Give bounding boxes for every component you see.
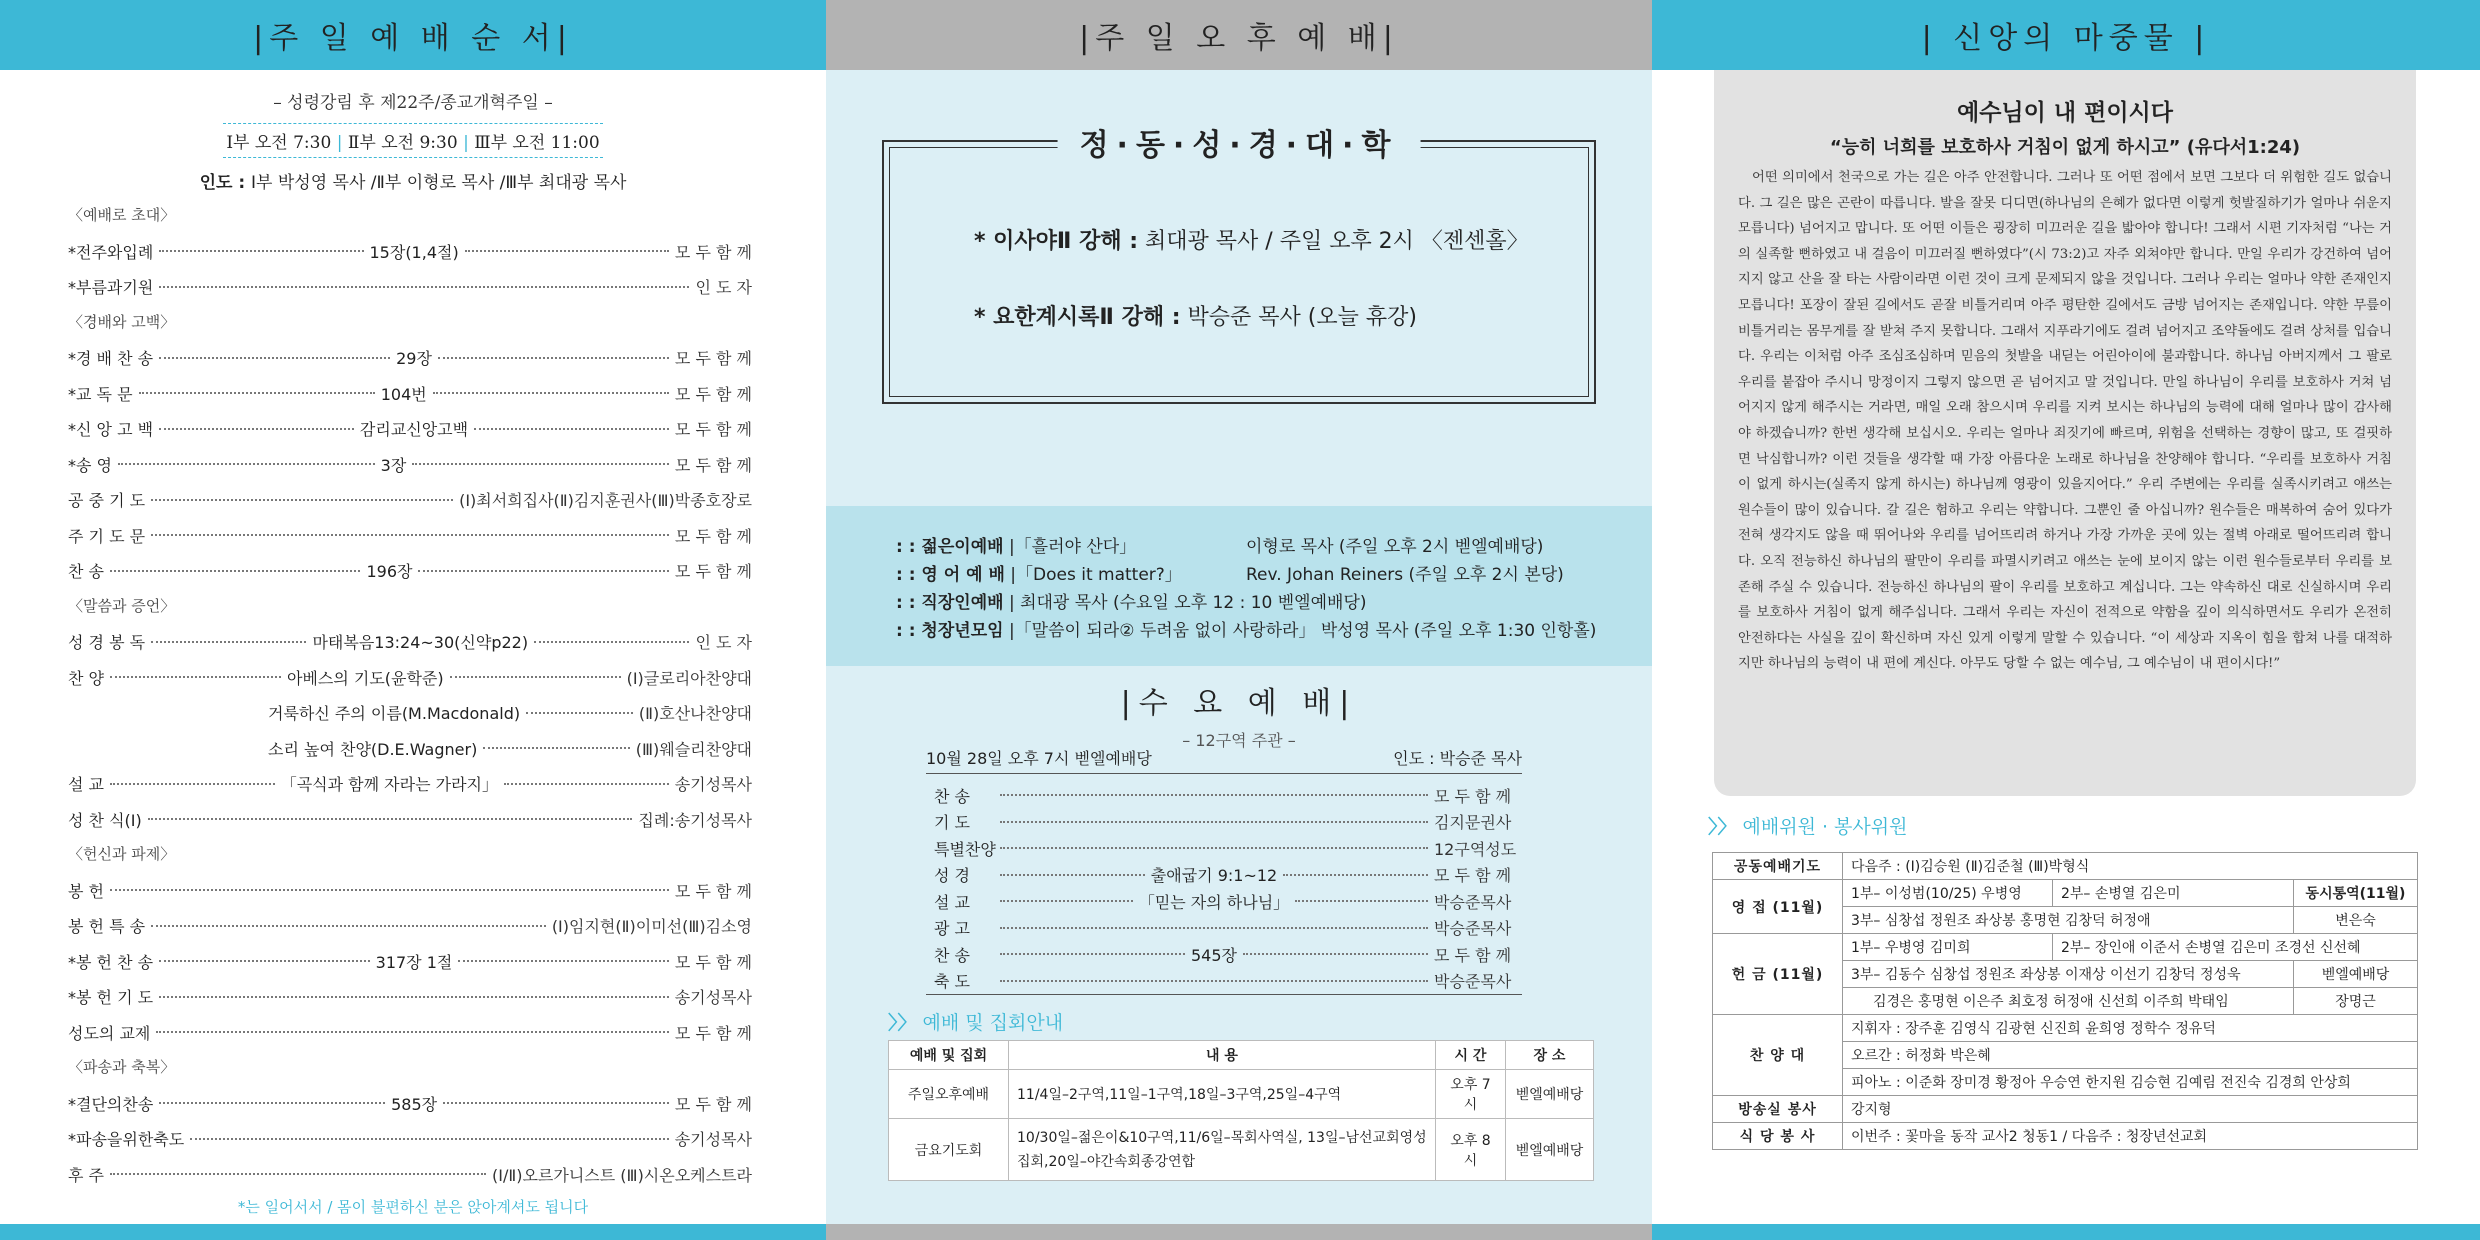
- table-row: 공동예배기도 다음주 : (Ⅰ)김승원 (Ⅱ)김준철 (Ⅲ)박형식: [1713, 853, 2418, 880]
- order-item: [68, 731, 752, 767]
- service-workers: : : 직장인예배 | 최대광 목사 (수요일 오후 12 : 10 벧엘예배당): [896, 593, 1367, 613]
- order-item-content: 3장: [380, 455, 407, 475]
- order-item-person: 모 두 함 께: [674, 1094, 752, 1114]
- service-time-1: Ⅰ부 오전 7:30: [226, 133, 332, 153]
- order-item-label: 봉 헌: [68, 881, 104, 901]
- order-item-person: 모 두 함 께: [674, 526, 752, 546]
- panel-header: |주 일 예 배 순 서|: [0, 0, 826, 70]
- order-item-label: 성 경: [934, 866, 970, 886]
- order-item-label: *교 독 문: [68, 384, 133, 404]
- order-item-content: 545장: [1191, 945, 1237, 965]
- table-row: 식 당 봉 사 이번주 : 꽃마을 동작 교사2 청동1 / 다음주 : 청장년선교회: [1713, 1123, 2418, 1150]
- order-item-label: *신 앙 고 백: [68, 420, 154, 440]
- wednesday-order-list: [934, 782, 1524, 994]
- service-adults: : : 청장년모임 |「말씀이 되라② 두려움 없이 사랑하라」 박성영 목사 (주일 오후 1:30 인항홀): [896, 621, 1597, 641]
- wednesday-date: 10월 28일 오후 7시 벧엘예배당: [926, 749, 1152, 768]
- order-item: [68, 802, 752, 838]
- meditation-panel: [1652, 0, 2480, 1240]
- order-item-person: 송기성목사: [674, 988, 752, 1008]
- footer-bar: [826, 1224, 1652, 1240]
- order-item-label: 찬 송: [934, 786, 970, 806]
- order-item-person: 모 두 함 께: [674, 384, 753, 404]
- order-item: [934, 862, 1524, 889]
- order-item-content: 585장: [391, 1094, 438, 1114]
- order-item-person: (Ⅰ)최서희집사(Ⅱ)김지훈권사(Ⅲ)박종호장로: [459, 491, 752, 511]
- wednesday-title: |수 요 예 배|: [1120, 686, 1358, 721]
- panel-header: | 신앙의 마중물 |: [1652, 0, 2480, 70]
- order-item: [68, 518, 752, 554]
- order-item: [68, 482, 752, 518]
- order-item-person: (Ⅰ)임지현(Ⅱ)이미선(Ⅲ)김소영: [551, 917, 752, 937]
- order-item: [68, 376, 752, 412]
- order-item-content: 196장: [366, 562, 413, 582]
- service-times: Ⅰ부 오전 7:30 | Ⅱ부 오전 9:30 | Ⅲ부 오전 11:00: [223, 123, 603, 158]
- bible-college-frame: [882, 128, 1596, 404]
- order-item: [68, 411, 752, 447]
- worship-order-list: [68, 198, 752, 1192]
- order-item: [934, 941, 1524, 968]
- order-item-label: 성 경 봉 독: [68, 633, 146, 653]
- order-item-content: 소리 높여 찬양(D.E.Wagner): [268, 739, 478, 759]
- order-item: [68, 660, 752, 696]
- section-label: 〈말씀과 증언〉: [68, 596, 176, 615]
- lecture-1: * 이사야Ⅱ 강해 : 최대광 목사 / 주일 오후 2시 〈젠센홀〉: [974, 229, 1529, 254]
- order-item-label: 특별찬양: [934, 839, 996, 859]
- order-item-label: 설 교: [934, 892, 970, 912]
- col-header: 시 간: [1436, 1041, 1506, 1070]
- meditation-verse: “능히 너희를 보호하사 거침이 없게 하시고” (유다서1:24): [1829, 137, 2301, 158]
- col-header: 장 소: [1506, 1041, 1594, 1070]
- wednesday-subtitle: – 12구역 주관 –: [1182, 731, 1296, 750]
- order-item-person: 모 두 함 께: [674, 455, 753, 475]
- lecture-2: * 요한계시록Ⅱ 강해 : 박승준 목사 (오늘 휴강): [974, 305, 1417, 330]
- table-row: 헌 금 (11월) 1부– 우병영 김미희 2부– 장인애 이준서 손병열 김은미 조경선 신선혜: [1713, 934, 2418, 961]
- section-label: 〈경배와 고백〉: [68, 312, 176, 331]
- order-item-label: 성도의 교제: [68, 1023, 151, 1043]
- order-item-label: 찬 송: [934, 945, 970, 965]
- order-item-label: *봉 헌 찬 송: [68, 952, 154, 972]
- order-item-label: 설 교: [68, 775, 104, 795]
- order-item-label: 성 찬 식(Ⅰ): [68, 810, 142, 830]
- order-item-label: 찬 양: [68, 668, 104, 688]
- order-item: [68, 908, 752, 944]
- order-item-person: (Ⅱ)호산나찬양대: [638, 704, 752, 724]
- footnote: *는 일어서서 / 몸이 불편하신 분은 앉아계셔도 됩니다: [237, 1198, 589, 1216]
- order-item-label: 후 주: [68, 1165, 104, 1185]
- order-item-label: *경 배 찬 송: [68, 349, 154, 369]
- staff-heading: 〉〉 예배위원 · 봉사위원: [1708, 816, 1908, 838]
- order-item-person: 집례:송기성목사: [638, 810, 752, 830]
- order-item-person: 송기성목사: [674, 775, 752, 795]
- order-item: [934, 782, 1524, 809]
- order-item-content: 출애굽기 9:1~12: [1150, 866, 1278, 886]
- order-item-content: 거룩하신 주의 이름(M.Macdonald): [268, 704, 521, 724]
- order-item-content: 아베스의 기도(윤학준): [286, 668, 444, 688]
- order-item: [68, 269, 752, 305]
- order-item-person: 모 두 함 께: [674, 1023, 752, 1043]
- footer-bar: [1652, 1224, 2480, 1240]
- order-item: [68, 447, 752, 483]
- order-item-label: 봉 헌 특 송: [68, 917, 146, 937]
- order-item-person: 모 두 함 께: [1434, 866, 1512, 886]
- section-label: 〈헌신과 파제〉: [68, 845, 176, 863]
- order-item-content: 감리교신앙고백: [359, 420, 469, 440]
- table-row: 영 접 (11월) 1부– 이성범(10/25) 우병영 2부– 손병열 김은미 동시통역(11월): [1713, 880, 2418, 907]
- panel-header: |주 일 오 후 예 배|: [826, 0, 1652, 70]
- order-item-label: *파송을위한축도: [68, 1130, 185, 1150]
- table-row: 방송실 봉사 강지형: [1713, 1096, 2418, 1123]
- wednesday-leader: 인도 : 박승준 목사: [1393, 749, 1522, 768]
- afternoon-worship-panel: [826, 0, 1652, 1240]
- order-item-person: 12구역성도: [1434, 839, 1517, 859]
- order-item: [934, 915, 1524, 942]
- order-item-person: (Ⅲ)웨슬리찬양대: [635, 739, 752, 759]
- order-item-content: 29장: [396, 349, 432, 369]
- footer-bar: [0, 1224, 826, 1240]
- order-item-content: 104번: [380, 384, 427, 404]
- order-item-person: 인 도 자: [695, 278, 752, 298]
- meditation-title: 예수님이 내 편이시다: [1957, 100, 2173, 126]
- col-header: 내 용: [1009, 1041, 1436, 1070]
- order-item-label: *결단의찬송: [68, 1094, 154, 1114]
- info-heading: 〉〉 예배 및 집회안내: [888, 1012, 1064, 1034]
- table-row: 찬 양 대 지휘자 : 장주훈 김영식 김광현 신진희 윤희영 정학수 정유덕: [1713, 1015, 2418, 1042]
- order-item: [934, 888, 1524, 915]
- service-english: : : 영 어 예 배 |「Does it matter?」 Rev. Johan Reiners (주일 오후 2시 본당): [896, 565, 1564, 585]
- order-item-person: 모 두 함 께: [1434, 786, 1512, 806]
- order-item-label: 기 도: [934, 813, 970, 833]
- liturgical-subtitle: – 성령강림 후 제22주/종교개혁주일 –: [273, 93, 553, 113]
- order-item-person: 박승준목사: [1434, 972, 1512, 992]
- order-item-person: (Ⅰ/Ⅱ)오르가니스트 (Ⅲ)시온오케스트라: [492, 1165, 752, 1185]
- table-row: 오르간 : 허정화 박은혜: [1713, 1042, 2418, 1069]
- order-item: [68, 1157, 752, 1193]
- order-item: [68, 766, 752, 802]
- order-item: [934, 835, 1524, 862]
- leader-names: Ⅰ부 박성영 목사 /Ⅱ부 이형로 목사 /Ⅲ부 최대광 목사: [251, 173, 627, 193]
- order-item: [68, 553, 752, 589]
- order-item: [68, 1121, 752, 1157]
- order-item-content: 마태복음13:24~30(신약p22): [312, 633, 529, 653]
- table-row: 3부– 심창섭 정원조 좌상봉 홍명현 김창덕 허정애 변은숙: [1713, 907, 2418, 934]
- table-row: 김경은 홍명현 이은주 최호정 허정애 신선희 이주희 박태임 장명근: [1713, 988, 2418, 1015]
- order-item-person: 모 두 함 께: [674, 349, 753, 369]
- order-item-content: 「믿는 자의 하나님」: [1138, 892, 1290, 912]
- order-item-content: 317장 1절: [375, 952, 453, 972]
- order-item: [68, 873, 752, 909]
- order-item: [68, 979, 752, 1015]
- order-item-person: 모 두 함 께: [1434, 945, 1512, 965]
- order-item: [68, 234, 752, 270]
- order-item: [68, 695, 752, 731]
- order-item-person: 인 도 자: [695, 633, 753, 653]
- order-item-person: 모 두 함 께: [674, 562, 752, 582]
- order-item-label: *송 영: [68, 455, 112, 475]
- order-item-person: (Ⅰ)글로리아찬양대: [626, 668, 752, 688]
- order-item-person: 모 두 함 께: [674, 952, 752, 972]
- order-item-person: 김지문권사: [1434, 813, 1512, 833]
- section-label: 〈파송과 축복〉: [68, 1058, 176, 1076]
- order-item-person: 송기성목사: [674, 1130, 752, 1150]
- order-item: [68, 340, 752, 376]
- meditation-box: [1714, 70, 2416, 796]
- leader-label: 인도 :: [199, 173, 246, 193]
- info-table: [888, 1040, 1594, 1181]
- order-item-content: 15장(1,4절): [369, 242, 459, 262]
- order-item-label: 광 고: [934, 919, 970, 939]
- worship-order-panel: [0, 0, 826, 1240]
- order-item-person: 모 두 함 께: [674, 881, 752, 901]
- bible-college-title: 정·동·성·경·대·학: [1058, 120, 1421, 164]
- order-item: [68, 944, 752, 980]
- col-header: 예배 및 집회: [889, 1041, 1009, 1070]
- table-row: 주일오후예배 11/4일–2구역,11일–1구역,18일–3구역,25일–4구역 오후 7시 벧엘예배당: [889, 1070, 1594, 1119]
- order-item-label: 축 도: [934, 972, 970, 992]
- order-item-label: 찬 송: [68, 562, 104, 582]
- section-label: 〈예배로 초대〉: [68, 206, 176, 224]
- order-item: [68, 1086, 752, 1122]
- service-time-2: Ⅱ부 오전 9:30: [347, 133, 458, 153]
- order-item-label: *부름과기원: [68, 278, 154, 298]
- table-row: 3부– 김동수 심창섭 정원조 좌상봉 이재상 이선기 김창덕 정성욱 벧엘예배당: [1713, 961, 2418, 988]
- order-item: [68, 1015, 752, 1051]
- table-row: 피아노 : 이준화 장미경 황정아 우승연 한지원 김승현 김예림 전진숙 김경희 안상희: [1713, 1069, 2418, 1096]
- order-item-person: 박승준목사: [1434, 919, 1512, 939]
- order-item-label: 주 기 도 문: [68, 526, 146, 546]
- staff-table: [1712, 852, 2418, 1150]
- wednesday-info: [926, 746, 1522, 774]
- order-item-person: 모 두 함 께: [674, 420, 753, 440]
- meditation-body: 어떤 의미에서 천국으로 가는 길은 아주 안전합니다. 그러나 또 어떤 점에서 보면 그보다 더 위험한 길도 없습니다. 그 길은 많은 곤란이 따릅니다. 발을 잘못 디디면(하나님의 은혜가 없다면 이렇게 헛발질하기가 얼마나 쉬운지 모릅니다) 넘어지고 맙니다. 또 어떤 이들은 굉장히 미끄러운 길을 밟아야 합니다! 그래서 시편 기자처럼 “나는 거의 실족할 뻔하였고 내 걸음이 미끄러질 뻔하였다”(시 73:2)고 자주 외쳐야만 합니다. 만일 우리가 강건하여 넘어지지 않고 산을 잘 타는 사람이라면 이런 것이 크게 문제되지 않을 것입니다. 그러나 우리는 얼마나 약한 존재인지 모릅니다! 포장이 잘된 길에서도 곧잘 비틀거리며 아주 평탄한 길에서도 금방 넘어지는 존재입니다. 약한 무릎이 비틀거리는 몸무게를 잘 받쳐 주지 못합니다. 그래서 지푸라기에도 걸려 넘어지고 조약돌에도 걸려 상처를 입습니다. 우리는 이처럼 아주 조심조심하며 믿음의 첫발을 내딛는 어린아이에 불과합니다. 하나님 아버지께서 그 팔로 우리를 붙잡아 주시니 망정이지 그렇지 않으면 곧 넘어지고 말 것입니다. 만일 하나님이 우리를 보호하사 거쳐 넘어지지 않게 해주시는 거라면, 매일 오래 참으시며 우리를 지켜 보시는 하나님의 능력에 대해 얼마나 많이 감사해야 하겠습니까? 한번 생각해 보십시오. 우리는 얼마나 죄짓기에 빠르며, 위험을 선택하는 경향이 많고, 또 걸핏하면 낙심합니까? 이런 것들을 생각할 때 가장 아름다운 노래로 하나님을 찬양해야 합니다. “우리를 보호하사 거침이 없게 하시는(실족지 않게 하시는) 하나님께 영광이 있을지어다.” 우리 주변에는 우리를 실족시키려고 애쓰는 원수들이 많이 있습니다. 갈 길은 험하고 우리는 약합니다. 그뿐인 줄 아십니까? 원수들은 매복하여 숨어 있다가 전혀 생각지도 않을 때 뛰어나와 우리를 넘어뜨리려 하거나 가장 가까운 곳에 있는 절벽 아래로 떨어뜨리려 합니다. 오직 전능하신 하나님의 팔만이 우리를 파멸시키려고 애쓰는 눈에 보이지 않는 이런 원수들로부터 우리를 보존해 주실 수 있습니다. 전능하신 하나님의 팔이 우리를 보호하고 계십니다. 그는 약속하신 대로 신실하시며 우리를 보호하사 거침이 없게 해주십니다. 그래서 우리는 자신이 전적으로 약함을 깊이 의식하면서도 우리가 온전히 안전하다는 사실을 깊이 확신하며 자신 있게 이렇게 말할 수 있습니다. “이 세상과 지옥이 힘을 합쳐 나를 대적하지만 하나님의 능력이 내 편에 계신다. 아무도 당할 수 없는 예수님, 그 예수님이 내 편이시다!”: [1738, 170, 2392, 672]
- order-item-label: *전주와입례: [68, 242, 154, 262]
- service-time-3: Ⅲ부 오전 11:00: [474, 133, 600, 153]
- leaders: [0, 168, 826, 193]
- order-item-content: 「곡식과 함께 자라는 가라지」: [280, 775, 498, 795]
- order-item-label: 공 중 기 도: [68, 491, 146, 511]
- service-youth: : : 젊은이예배 |「흘러야 산다」 이형로 목사 (주일 오후 2시 벧엘예배당): [896, 537, 1544, 557]
- order-item: [934, 809, 1524, 836]
- order-item-label: *봉 헌 기 도: [68, 988, 154, 1008]
- order-item: [934, 968, 1524, 995]
- table-row: 금요기도회 10/30일–젊은이&10구역,11/6일–목회사역실, 13일–남선교회영성집회,20일–야간속회종강연합 오후 8시 벧엘예배당: [889, 1119, 1594, 1181]
- wednesday-worship-heading: [826, 678, 1652, 751]
- order-item: [68, 624, 752, 660]
- afternoon-services-band: [826, 506, 1652, 666]
- order-item-person: 박승준목사: [1434, 892, 1512, 912]
- order-item-person: 모 두 함 께: [674, 242, 753, 262]
